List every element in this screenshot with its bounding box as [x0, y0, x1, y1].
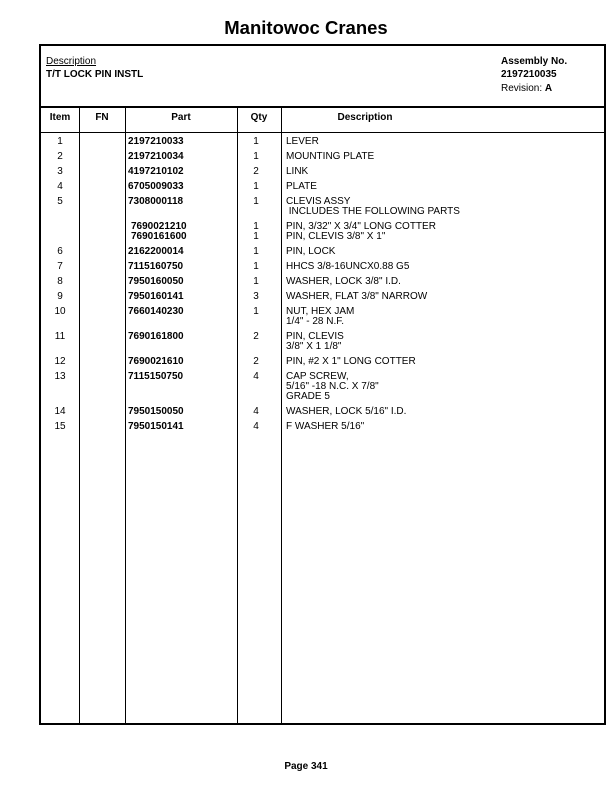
assembly-number-label: Assembly No. — [501, 56, 568, 67]
quantity: 1 — [253, 151, 259, 162]
item-number: 15 — [54, 421, 66, 432]
table-row — [41, 167, 604, 182]
description-line: GRADE 5 — [286, 391, 330, 402]
item-number: 10 — [54, 306, 66, 317]
description-line: NUT, HEX JAM — [286, 306, 355, 317]
quantity: 4 — [253, 406, 259, 417]
part-number: 6705009033 — [128, 181, 184, 192]
table-row — [41, 262, 604, 277]
parts-list-frame — [39, 44, 606, 725]
part-number: 7660140230 — [128, 306, 184, 317]
part-description — [286, 197, 460, 217]
part-description: PIN, 3/32" X 3/4" LONG COTTER — [286, 221, 436, 232]
quantity: 2 — [253, 356, 259, 367]
part-number: 2197210034 — [128, 151, 184, 162]
quantity: 4 — [253, 421, 259, 432]
column-header-description: Description — [337, 112, 393, 123]
part-description — [286, 307, 354, 327]
part-description — [286, 372, 379, 402]
table-row — [41, 407, 604, 422]
description-line: CLEVIS ASSY — [286, 196, 351, 207]
assembly-description: T/T LOCK PIN INSTL — [46, 69, 144, 80]
part-number: 7690021210 — [131, 221, 187, 232]
part-number: 4197210102 — [128, 166, 184, 177]
description-line: 5/16" -18 N.C. X 7/8" — [286, 381, 379, 392]
part-number: 7950150050 — [128, 406, 184, 417]
column-header-item: Item — [49, 112, 71, 123]
description-line: CAP SCREW, — [286, 371, 349, 382]
part-number: 7115150750 — [128, 371, 184, 382]
item-number: 14 — [54, 406, 66, 417]
quantity: 1 — [253, 196, 259, 207]
quantity: 1 — [253, 276, 259, 287]
description-line: LEVER — [286, 136, 319, 147]
table-row — [41, 152, 604, 167]
part-number: 2162200014 — [128, 246, 184, 257]
page-title: Manitowoc Cranes — [224, 17, 388, 38]
part-description — [286, 137, 319, 147]
quantity: 1 — [253, 261, 259, 272]
description-line: PIN, #2 X 1" LONG COTTER — [286, 356, 416, 367]
part-description — [286, 262, 409, 272]
part-description: PIN, CLEVIS 3/8" X 1" — [286, 231, 386, 242]
description-line: F WASHER 5/16" — [286, 421, 365, 432]
table-row — [41, 372, 604, 407]
table-row — [41, 357, 604, 372]
table-row — [41, 277, 604, 292]
revision — [501, 83, 552, 94]
page-number: Page 341 — [284, 761, 328, 772]
table-row — [41, 247, 604, 262]
item-number: 2 — [57, 151, 63, 162]
item-number: 5 — [57, 196, 63, 207]
item-number: 3 — [57, 166, 63, 177]
revision-label: Revision: — [501, 83, 543, 94]
part-number: 7950160141 — [128, 291, 184, 302]
quantity: 2 — [253, 331, 259, 342]
assembly-number: 2197210035 — [501, 69, 557, 80]
item-number: 11 — [54, 331, 66, 342]
table-row — [41, 137, 604, 152]
part-number: 7690161800 — [128, 331, 184, 342]
item-number: 9 — [57, 291, 63, 302]
part-description — [286, 332, 344, 352]
description-label: Description — [46, 56, 97, 67]
quantity: 1 — [253, 246, 259, 257]
part-description — [286, 182, 317, 192]
table-row — [41, 182, 604, 197]
item-number: 8 — [57, 276, 63, 287]
item-number: 6 — [57, 246, 63, 257]
part-description — [286, 167, 308, 177]
quantity: 1 — [253, 136, 259, 147]
quantity: 3 — [253, 291, 259, 302]
description-line: PLATE — [286, 181, 317, 192]
part-description — [286, 407, 406, 417]
part-number: 7308000118 — [128, 196, 184, 207]
item-number: 4 — [57, 181, 63, 192]
quantity: 1 — [253, 181, 259, 192]
description-line: HHCS 3/8-16UNCX0.88 G5 — [286, 261, 410, 272]
description-line: WASHER, LOCK 3/8" I.D. — [286, 276, 401, 287]
part-number: 7690021610 — [128, 356, 184, 367]
part-number: 7950160050 — [128, 276, 184, 287]
description-line: LINK — [286, 166, 309, 177]
sub-component-row — [41, 232, 604, 242]
part-number: 7950150141 — [128, 421, 184, 432]
column-header-fn: FN — [95, 112, 109, 123]
quantity: 4 — [253, 371, 259, 382]
column-header-part: Part — [171, 112, 191, 123]
part-number: 2197210033 — [128, 136, 184, 147]
parts-table-body — [41, 137, 604, 437]
table-row — [41, 307, 604, 332]
item-number: 13 — [54, 371, 66, 382]
part-number: 7115160750 — [128, 261, 184, 272]
description-line: MOUNTING PLATE — [286, 151, 375, 162]
description-line: PIN, CLEVIS — [286, 331, 344, 342]
item-number: 1 — [57, 136, 63, 147]
description-line: PIN, LOCK — [286, 246, 336, 257]
description-line: WASHER, FLAT 3/8" NARROW — [286, 291, 428, 302]
table-row — [41, 197, 604, 222]
quantity: 1 — [253, 306, 259, 317]
description-line: WASHER, LOCK 5/16" I.D. — [286, 406, 407, 417]
quantity: 1 — [253, 231, 259, 242]
item-number: 7 — [57, 261, 63, 272]
part-description — [286, 247, 335, 257]
assembly-header — [41, 46, 604, 108]
description-line: INCLUDES THE FOLLOWING PARTS — [286, 206, 460, 217]
revision-value: A — [544, 83, 553, 94]
part-description — [286, 277, 401, 287]
description-line: 3/8" X 1 1/8" — [286, 341, 342, 352]
part-description — [286, 152, 374, 162]
quantity: 1 — [253, 221, 259, 232]
table-row — [41, 292, 604, 307]
table-row — [41, 422, 604, 437]
item-number: 12 — [54, 356, 66, 367]
quantity: 2 — [253, 166, 259, 177]
table-row — [41, 332, 604, 357]
part-description — [286, 357, 416, 367]
part-description — [286, 292, 427, 302]
part-description — [286, 422, 364, 432]
column-header-qty: Qty — [250, 112, 268, 123]
description-line: 1/4" - 28 N.F. — [286, 316, 345, 327]
part-number: 7690161600 — [131, 231, 187, 242]
